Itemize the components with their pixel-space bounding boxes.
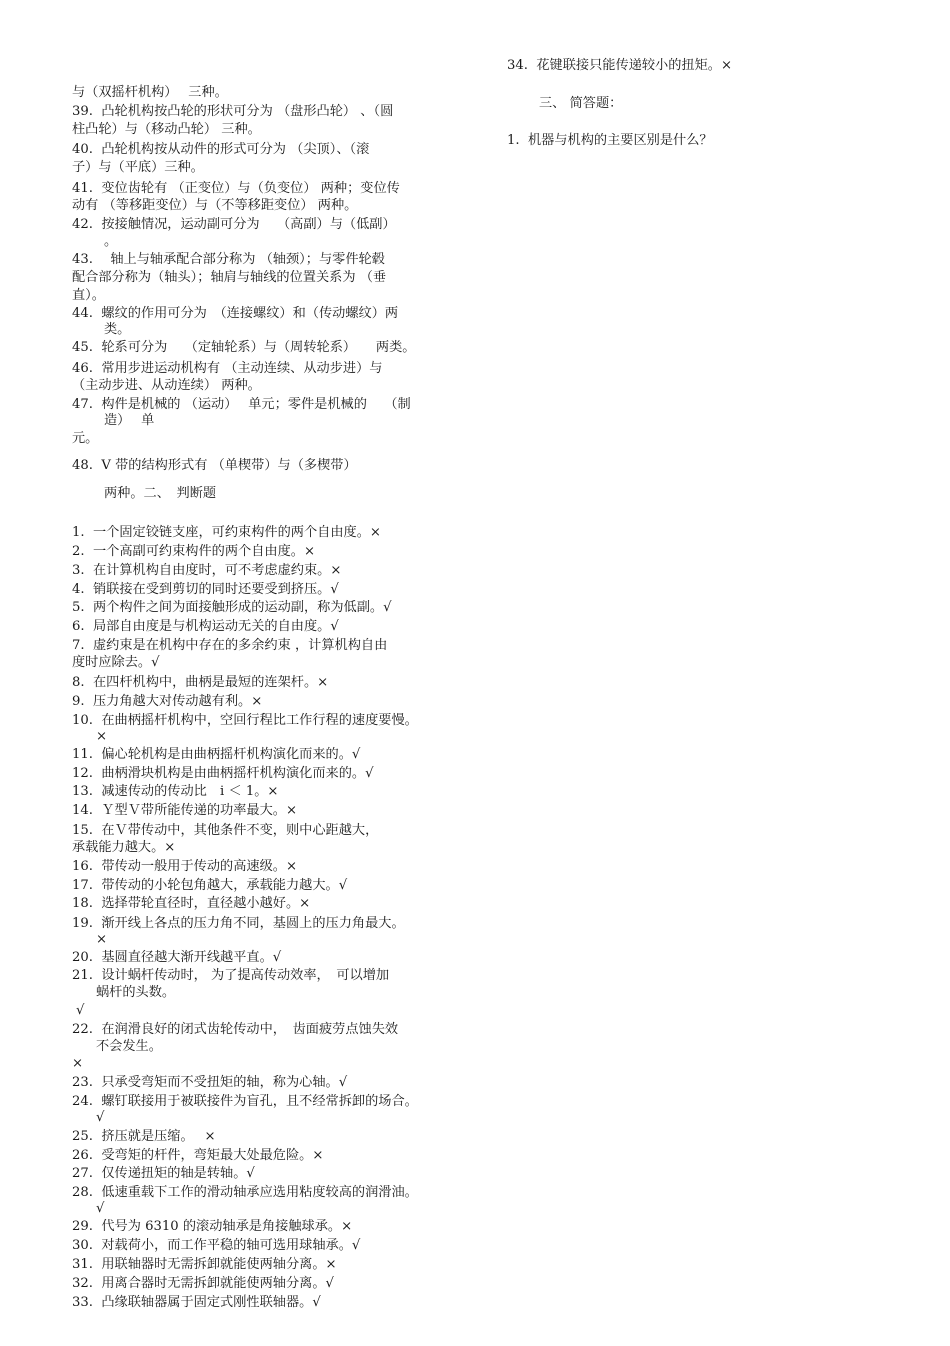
text-line: 41. 变位齿轮有 （正变位）与（负变位） 两种；变位传: [72, 181, 400, 196]
text-line: （主动步进、从动连续） 两种。: [72, 378, 261, 393]
text-line: 18. 选择带轮直径时，直径越小越好。×: [72, 896, 311, 911]
text-line: 1. 一个固定铰链支座，可约束构件的两个自由度。×: [72, 525, 381, 540]
text-line: 蜗杆的头数。: [96, 985, 176, 1000]
text-line: 28. 低速重载下工作的滑动轴承应选用粘度较高的润滑油。: [72, 1185, 418, 1200]
text-line: √: [96, 1110, 105, 1125]
text-line: 9. 压力角越大对传动越有利。×: [72, 694, 263, 709]
text-line: 配合部分称为（轴头）；轴肩与轴线的位置关系为 （垂: [72, 270, 387, 285]
text-line: 13. 减速传动的传动比 i ＜ 1。×: [72, 784, 279, 799]
text-line: 动有 （等移距变位）与（不等移距变位） 两种。: [72, 198, 358, 213]
text-line: 。: [104, 234, 118, 249]
text-line: 6. 局部自由度是与机构运动无关的自由度。√: [72, 619, 339, 634]
text-line: 31. 用联轴器时无需拆卸就能使两轴分离。×: [72, 1257, 337, 1272]
text-line: 12. 曲柄滑块机构是由曲柄摇杆机构演化而来的。√: [72, 766, 374, 781]
text-line: 21. 设计蜗杆传动时， 为了提高传动效率， 可以增加: [72, 968, 390, 983]
text-line: 承载能力越大。×: [72, 840, 176, 855]
text-line: 3. 在计算机构自由度时，可不考虑虚约束。×: [72, 563, 342, 578]
text-line: 39. 凸轮机构按凸轮的形状可分为 （盘形凸轮） 、（圆: [72, 104, 394, 119]
text-line: 两种。二、 判断题: [104, 486, 217, 501]
text-line: 45. 轮系可分为 （定轴轮系）与（周转轮系） 两类。: [72, 340, 416, 355]
text-line: 15. 在Ｖ带传动中，其他条件不变，则中心距越大，: [72, 823, 379, 838]
text-line: 1. 机器与机构的主要区别是什么？: [507, 133, 713, 148]
text-line: ×: [96, 729, 108, 744]
text-line: 29. 代号为 6310 的滚动轴承是角接触球承。×: [72, 1219, 353, 1234]
text-line: 4. 销联接在受到剪切的同时还要受到挤压。√: [72, 582, 339, 597]
text-line: 42. 按接触情况，运动副可分为 （高副）与（低副）: [72, 217, 396, 232]
text-line: 柱凸轮）与（移动凸轮） 三种。: [72, 122, 261, 137]
text-line: 5. 两个构件之间为面接触形成的运动副，称为低副。√: [72, 600, 392, 615]
text-line: 与（双摇杆机构） 三种。: [72, 85, 228, 100]
text-line: 14. Ｙ型Ｖ带所能传递的功率最大。×: [72, 803, 298, 818]
text-line: 元。: [72, 431, 99, 446]
text-line: √: [76, 1003, 85, 1018]
text-line: ×: [72, 1056, 84, 1071]
text-line: √: [96, 1201, 105, 1216]
text-line: 11. 偏心轮机构是由曲柄摇杆机构演化而来的。√: [72, 747, 361, 762]
text-line: 26. 受弯矩的杆件，弯矩最大处最危险。×: [72, 1148, 324, 1163]
text-line: 16. 带传动一般用于传动的高速级。×: [72, 859, 298, 874]
text-line: 32. 用离合器时无需拆卸就能使两轴分离。√: [72, 1276, 334, 1291]
text-line: 40. 凸轮机构按从动件的形式可分为 （尖顶）、（滚: [72, 142, 370, 157]
text-line: 直）。: [72, 288, 105, 303]
text-line: 33. 凸缘联轴器属于固定式刚性联轴器。√: [72, 1295, 321, 1310]
text-line: 43. 轴上与轴承配合部分称为 （轴颈）；与零件轮毂: [72, 252, 385, 267]
text-line: 不会发生。: [96, 1039, 162, 1054]
text-line: 44. 螺纹的作用可分为 （连接螺纹）和（传动螺纹）两: [72, 306, 399, 321]
text-line: 2. 一个高副可约束构件的两个自由度。×: [72, 544, 316, 559]
text-line: 20. 基圆直径越大渐开线越平直。√: [72, 950, 282, 965]
text-line: 19. 渐开线上各点的压力角不同，基圆上的压力角最大。: [72, 916, 405, 931]
text-line: 三、 简答题：: [539, 96, 623, 111]
text-line: 度时应除去。√: [72, 655, 160, 670]
text-line: 46. 常用步进运动机构有 （主动连续、从动步进）与: [72, 361, 383, 376]
text-line: 7. 虚约束是在机构中存在的多余约束 ，计算机构自由: [72, 638, 388, 653]
text-line: 8. 在四杆机构中，曲柄是最短的连架杆。×: [72, 675, 329, 690]
text-line: 47. 构件是机械的 （运动） 单元；零件是机械的 （制: [72, 397, 411, 412]
text-line: 类。: [104, 322, 131, 337]
text-line: 子）与（平底）三种。: [72, 160, 204, 175]
text-line: ×: [96, 932, 108, 947]
text-line: 17. 带传动的小轮包角越大，承载能力越大。√: [72, 878, 348, 893]
text-line: 30. 对载荷小，而工作平稳的轴可选用球轴承。√: [72, 1238, 361, 1253]
text-line: 22. 在润滑良好的闭式齿轮传动中， 齿面疲劳点蚀失效: [72, 1022, 399, 1037]
text-line: 10. 在曲柄摇杆机构中，空回行程比工作行程的速度要慢。: [72, 713, 418, 728]
text-line: 24. 螺钉联接用于被联接件为盲孔，且不经常拆卸的场合。: [72, 1094, 418, 1109]
text-line: 23. 只承受弯矩而不受扭矩的轴，称为心轴。√: [72, 1075, 348, 1090]
text-line: 34. 花键联接只能传递较小的扭矩。×: [507, 58, 733, 73]
text-line: 造） 单: [104, 413, 155, 428]
text-line: 25. 挤压就是压缩。 ×: [72, 1129, 216, 1144]
text-line: 48. V 带的结构形式有 （单楔带）与（多楔带）: [72, 458, 357, 473]
text-line: 27. 仅传递扭矩的轴是转轴。√: [72, 1166, 255, 1181]
